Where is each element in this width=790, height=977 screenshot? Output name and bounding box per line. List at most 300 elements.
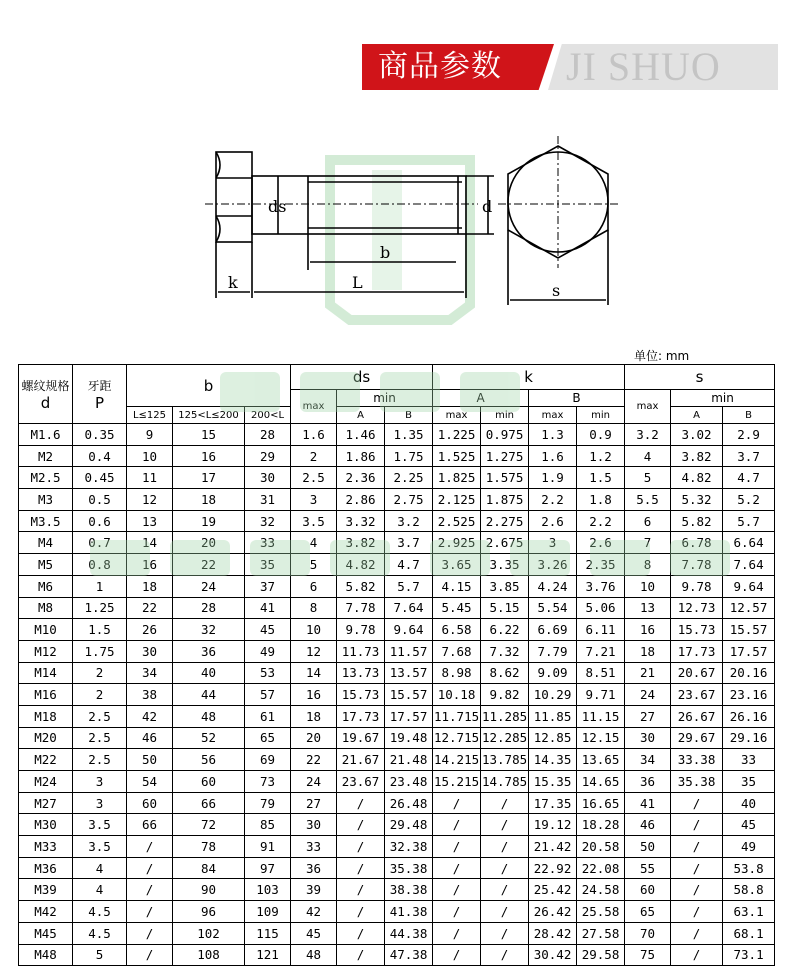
table-cell: 47.38 xyxy=(385,944,433,966)
table-cell: 68.1 xyxy=(723,922,775,944)
table-cell: 16 xyxy=(173,445,245,467)
table-cell: 34 xyxy=(127,662,173,684)
table-cell: 21 xyxy=(625,662,671,684)
table-cell: 18 xyxy=(625,640,671,662)
header-banner xyxy=(0,0,790,100)
table-cell: 50 xyxy=(625,836,671,858)
table-cell: 17.57 xyxy=(385,705,433,727)
table-cell: 72 xyxy=(173,814,245,836)
table-cell: 0.35 xyxy=(73,424,127,446)
table-cell: M8 xyxy=(19,597,73,619)
table-cell: 45 xyxy=(245,619,291,641)
table-cell: 5.7 xyxy=(723,510,775,532)
table-cell: 109 xyxy=(245,901,291,923)
table-cell: M36 xyxy=(19,857,73,879)
header-k-b: B xyxy=(529,390,625,407)
table-cell: 65 xyxy=(245,727,291,749)
table-cell: / xyxy=(337,792,385,814)
table-cell: 44.38 xyxy=(385,922,433,944)
table-cell: 3.82 xyxy=(671,445,723,467)
table-cell: 2.35 xyxy=(577,554,625,576)
table-cell: 1.25 xyxy=(73,597,127,619)
table-cell: / xyxy=(433,792,481,814)
table-cell: 29 xyxy=(245,445,291,467)
table-cell: 9.78 xyxy=(337,619,385,641)
table-cell: 27 xyxy=(291,792,337,814)
table-cell: 14.35 xyxy=(529,749,577,771)
table-cell: 21.42 xyxy=(529,836,577,858)
table-cell: 20 xyxy=(173,532,245,554)
table-cell: 0.4 xyxy=(73,445,127,467)
table-cell: 42 xyxy=(291,901,337,923)
table-cell: 16 xyxy=(127,554,173,576)
table-cell: 1.5 xyxy=(73,619,127,641)
table-cell: 32 xyxy=(245,510,291,532)
table-cell: 2.125 xyxy=(433,489,481,511)
table-cell: M30 xyxy=(19,814,73,836)
table-cell: 7.64 xyxy=(723,554,775,576)
table-cell: 2.9 xyxy=(723,424,775,446)
table-cell: 4 xyxy=(625,445,671,467)
table-cell: 33 xyxy=(291,836,337,858)
table-cell: 10 xyxy=(291,619,337,641)
table-cell: 38 xyxy=(127,684,173,706)
table-cell: 24.58 xyxy=(577,879,625,901)
table-cell: / xyxy=(481,944,529,966)
table-cell: / xyxy=(433,901,481,923)
table-cell: 1.525 xyxy=(433,445,481,467)
table-cell: / xyxy=(433,857,481,879)
table-cell: 60 xyxy=(173,771,245,793)
table-cell: 4.7 xyxy=(385,554,433,576)
table-cell: / xyxy=(481,836,529,858)
table-cell: 96 xyxy=(173,901,245,923)
header-k-a-max: max xyxy=(433,407,481,424)
table-cell: 23.67 xyxy=(337,771,385,793)
table-cell: 4.5 xyxy=(73,922,127,944)
table-cell: 9.09 xyxy=(529,662,577,684)
table-cell: 36 xyxy=(173,640,245,662)
table-cell: 54 xyxy=(127,771,173,793)
table-cell: 2.275 xyxy=(481,510,529,532)
table-cell: 2.5 xyxy=(291,467,337,489)
table-cell: 7.32 xyxy=(481,640,529,662)
header-s-a: A xyxy=(671,407,723,424)
table-cell: 30 xyxy=(625,727,671,749)
table-cell: / xyxy=(481,879,529,901)
table-cell: 2.925 xyxy=(433,532,481,554)
table-cell: 28 xyxy=(245,424,291,446)
table-cell: 3.2 xyxy=(385,510,433,532)
header-pitch-p: P xyxy=(94,393,105,412)
table-cell: / xyxy=(337,836,385,858)
header-ds: ds xyxy=(291,365,433,390)
table-cell: 18 xyxy=(127,575,173,597)
table-cell: 16 xyxy=(291,684,337,706)
table-cell: 2.86 xyxy=(337,489,385,511)
table-cell: 41 xyxy=(245,597,291,619)
table-cell: / xyxy=(433,879,481,901)
table-cell: M6 xyxy=(19,575,73,597)
table-cell: 9.64 xyxy=(723,575,775,597)
table-cell: 2.2 xyxy=(529,489,577,511)
table-cell: 12.57 xyxy=(723,597,775,619)
table-cell: 12.715 xyxy=(433,727,481,749)
table-cell: 26.16 xyxy=(723,705,775,727)
spec-table xyxy=(18,364,775,966)
table-row xyxy=(19,879,775,901)
table-row xyxy=(19,922,775,944)
table-cell: 33 xyxy=(245,532,291,554)
header-ds-a: A xyxy=(337,407,385,424)
table-cell: 10 xyxy=(625,575,671,597)
table-cell: 35 xyxy=(723,771,775,793)
table-cell: 1.875 xyxy=(481,489,529,511)
table-cell: 22.92 xyxy=(529,857,577,879)
table-cell: 108 xyxy=(173,944,245,966)
table-cell: 48 xyxy=(291,944,337,966)
table-cell: 50 xyxy=(127,749,173,771)
table-cell: 11.85 xyxy=(529,705,577,727)
table-cell: 12.15 xyxy=(577,727,625,749)
table-cell: 10.29 xyxy=(529,684,577,706)
table-cell: / xyxy=(433,836,481,858)
table-cell: 12 xyxy=(291,640,337,662)
header-s: s xyxy=(625,365,775,390)
table-cell: 1.46 xyxy=(337,424,385,446)
table-cell: 20.16 xyxy=(723,662,775,684)
table-row xyxy=(19,771,775,793)
table-cell: M2 xyxy=(19,445,73,467)
table-row xyxy=(19,684,775,706)
table-cell: 4.24 xyxy=(529,575,577,597)
table-cell: 6 xyxy=(291,575,337,597)
table-cell: / xyxy=(671,857,723,879)
table-cell: 2.5 xyxy=(73,749,127,771)
table-cell: / xyxy=(671,944,723,966)
table-cell: / xyxy=(671,814,723,836)
table-cell: 1.9 xyxy=(529,467,577,489)
table-cell: 1.225 xyxy=(433,424,481,446)
table-cell: 2.2 xyxy=(577,510,625,532)
table-cell: 41.38 xyxy=(385,901,433,923)
table-cell: 3.32 xyxy=(337,510,385,532)
table-cell: M2.5 xyxy=(19,467,73,489)
table-row xyxy=(19,532,775,554)
table-cell: 2.36 xyxy=(337,467,385,489)
table-cell: 46 xyxy=(625,814,671,836)
table-cell: 30 xyxy=(127,640,173,662)
table-cell: 5.32 xyxy=(671,489,723,511)
table-cell: 3.35 xyxy=(481,554,529,576)
table-cell: / xyxy=(433,944,481,966)
table-cell: 46 xyxy=(127,727,173,749)
table-cell: 6.64 xyxy=(723,532,775,554)
header-pitch-label: 牙距 xyxy=(87,378,112,393)
table-cell: 29.67 xyxy=(671,727,723,749)
table-cell: 25.42 xyxy=(529,879,577,901)
table-cell: 20 xyxy=(291,727,337,749)
table-cell: 103 xyxy=(245,879,291,901)
table-cell: 3 xyxy=(73,792,127,814)
table-cell: 7.78 xyxy=(337,597,385,619)
table-cell: 1.6 xyxy=(529,445,577,467)
table-cell: 66 xyxy=(127,814,173,836)
table-cell: 4 xyxy=(73,879,127,901)
table-cell: 7.68 xyxy=(433,640,481,662)
table-cell: 15.35 xyxy=(529,771,577,793)
label-d: d xyxy=(482,197,493,216)
table-cell: 6.22 xyxy=(481,619,529,641)
table-cell: 2.525 xyxy=(433,510,481,532)
table-cell: 19.12 xyxy=(529,814,577,836)
table-cell: 0.9 xyxy=(577,424,625,446)
table-cell: M10 xyxy=(19,619,73,641)
table-cell: 3.5 xyxy=(73,836,127,858)
table-cell: 4.5 xyxy=(73,901,127,923)
table-cell: 90 xyxy=(173,879,245,901)
table-cell: 4.82 xyxy=(337,554,385,576)
table-cell: 13.57 xyxy=(385,662,433,684)
table-cell: 26.67 xyxy=(671,705,723,727)
header-b-c3: 200<L xyxy=(245,407,291,424)
table-cell: 11.285 xyxy=(481,705,529,727)
table-cell: 2.5 xyxy=(73,705,127,727)
table-cell: M16 xyxy=(19,684,73,706)
table-cell: 21.48 xyxy=(385,749,433,771)
table-cell: 12.85 xyxy=(529,727,577,749)
table-cell: 12.73 xyxy=(671,597,723,619)
table-cell: 2 xyxy=(73,684,127,706)
header-pitch xyxy=(73,365,127,424)
table-cell: M3.5 xyxy=(19,510,73,532)
table-cell: M22 xyxy=(19,749,73,771)
table-cell: 57 xyxy=(245,684,291,706)
table-row xyxy=(19,597,775,619)
table-cell: 19.48 xyxy=(385,727,433,749)
watermark-logo xyxy=(330,160,470,320)
table-cell: 2 xyxy=(73,662,127,684)
table-cell: 38.38 xyxy=(385,879,433,901)
table-cell: 20.58 xyxy=(577,836,625,858)
table-cell: / xyxy=(481,814,529,836)
table-cell: 63.1 xyxy=(723,901,775,923)
table-cell: 70 xyxy=(625,922,671,944)
table-cell: 13.73 xyxy=(337,662,385,684)
table-cell: 2 xyxy=(291,445,337,467)
table-cell: 33.38 xyxy=(671,749,723,771)
table-cell: 30 xyxy=(291,814,337,836)
table-cell: 8 xyxy=(625,554,671,576)
table-cell: 22 xyxy=(291,749,337,771)
table-cell: / xyxy=(127,879,173,901)
header-k-b-max: max xyxy=(529,407,577,424)
table-cell: 5.54 xyxy=(529,597,577,619)
table-cell: 73 xyxy=(245,771,291,793)
table-cell: 30.42 xyxy=(529,944,577,966)
table-cell: / xyxy=(127,836,173,858)
table-cell: 15.57 xyxy=(385,684,433,706)
table-cell: 60 xyxy=(127,792,173,814)
table-row xyxy=(19,575,775,597)
table-cell: 61 xyxy=(245,705,291,727)
table-cell: 3.5 xyxy=(291,510,337,532)
table-cell: 4 xyxy=(291,532,337,554)
table-cell: 3 xyxy=(291,489,337,511)
table-cell: 12.285 xyxy=(481,727,529,749)
table-cell: / xyxy=(671,836,723,858)
table-cell: / xyxy=(481,901,529,923)
table-cell: 3.85 xyxy=(481,575,529,597)
table-cell: 9.78 xyxy=(671,575,723,597)
table-cell: 55 xyxy=(625,857,671,879)
table-cell: 35 xyxy=(245,554,291,576)
table-cell: 3.7 xyxy=(385,532,433,554)
table-cell: 49 xyxy=(245,640,291,662)
table-cell: 3 xyxy=(529,532,577,554)
table-cell: 14 xyxy=(127,532,173,554)
table-cell: 91 xyxy=(245,836,291,858)
table-cell: / xyxy=(337,814,385,836)
table-cell: 8 xyxy=(291,597,337,619)
table-cell: 0.7 xyxy=(73,532,127,554)
table-cell: 15.215 xyxy=(433,771,481,793)
table-cell: 8.51 xyxy=(577,662,625,684)
table-row xyxy=(19,749,775,771)
table-cell: 1.75 xyxy=(385,445,433,467)
table-cell: 73.1 xyxy=(723,944,775,966)
table-cell: 58.8 xyxy=(723,879,775,901)
table-cell: / xyxy=(337,879,385,901)
table-row xyxy=(19,901,775,923)
table-cell: 2.25 xyxy=(385,467,433,489)
label-b: b xyxy=(380,243,391,262)
table-cell: 52 xyxy=(173,727,245,749)
table-cell: 40 xyxy=(723,792,775,814)
table-cell: 9 xyxy=(127,424,173,446)
table-row xyxy=(19,489,775,511)
table-cell: / xyxy=(481,792,529,814)
table-cell: 20.67 xyxy=(671,662,723,684)
table-cell: 5 xyxy=(625,467,671,489)
table-cell: 24 xyxy=(291,771,337,793)
header-b-c1: L≤125 xyxy=(127,407,173,424)
table-cell: 32 xyxy=(173,619,245,641)
table-cell: 4.82 xyxy=(671,467,723,489)
table-cell: 121 xyxy=(245,944,291,966)
table-cell: M48 xyxy=(19,944,73,966)
table-cell: 22.08 xyxy=(577,857,625,879)
table-cell: 5.2 xyxy=(723,489,775,511)
table-cell: 4.15 xyxy=(433,575,481,597)
table-cell: 33 xyxy=(723,749,775,771)
table-cell: 5.82 xyxy=(337,575,385,597)
table-cell: / xyxy=(481,857,529,879)
table-cell: 30 xyxy=(245,467,291,489)
table-cell: 10.18 xyxy=(433,684,481,706)
label-ds: ds xyxy=(268,197,287,216)
table-cell: 14 xyxy=(291,662,337,684)
table-cell: 75 xyxy=(625,944,671,966)
header-s-min: min xyxy=(671,390,775,407)
table-cell: 2.675 xyxy=(481,532,529,554)
table-cell: 1.3 xyxy=(529,424,577,446)
table-cell: 18 xyxy=(173,489,245,511)
table-row xyxy=(19,662,775,684)
table-cell: / xyxy=(671,922,723,944)
table-cell: 3.2 xyxy=(625,424,671,446)
table-cell: 66 xyxy=(173,792,245,814)
table-cell: 24 xyxy=(625,684,671,706)
header-ds-max: max xyxy=(291,390,337,424)
header-k-b-min: min xyxy=(577,407,625,424)
table-cell: M39 xyxy=(19,879,73,901)
table-cell: 6.58 xyxy=(433,619,481,641)
table-cell: 2.5 xyxy=(73,727,127,749)
table-cell: 18 xyxy=(291,705,337,727)
table-cell: 5.5 xyxy=(625,489,671,511)
table-cell: 4.7 xyxy=(723,467,775,489)
table-cell: / xyxy=(671,901,723,923)
table-row xyxy=(19,445,775,467)
table-cell: 1.825 xyxy=(433,467,481,489)
table-cell: 18.28 xyxy=(577,814,625,836)
table-cell: 21.67 xyxy=(337,749,385,771)
table-cell: 17.73 xyxy=(671,640,723,662)
header-s-b: B xyxy=(723,407,775,424)
table-cell: 39 xyxy=(291,879,337,901)
table-cell: 0.45 xyxy=(73,467,127,489)
spec-table-body xyxy=(19,424,775,966)
table-cell: 44 xyxy=(173,684,245,706)
table-cell: 4 xyxy=(73,857,127,879)
table-cell: 28.42 xyxy=(529,922,577,944)
unit-label: 单位: mm xyxy=(634,349,690,363)
table-cell: M42 xyxy=(19,901,73,923)
table-cell: 79 xyxy=(245,792,291,814)
table-cell: 17.57 xyxy=(723,640,775,662)
table-cell: 3.82 xyxy=(337,532,385,554)
table-cell: 29.58 xyxy=(577,944,625,966)
table-cell: 1.75 xyxy=(73,640,127,662)
header-s-max: max xyxy=(625,390,671,424)
table-cell: 0.6 xyxy=(73,510,127,532)
table-cell: 1.86 xyxy=(337,445,385,467)
table-cell: / xyxy=(671,792,723,814)
table-cell: M3 xyxy=(19,489,73,511)
table-cell: M1.6 xyxy=(19,424,73,446)
table-cell: 29.48 xyxy=(385,814,433,836)
table-row xyxy=(19,836,775,858)
table-cell: 31 xyxy=(245,489,291,511)
table-row xyxy=(19,554,775,576)
table-cell: 102 xyxy=(173,922,245,944)
table-row xyxy=(19,619,775,641)
label-k: k xyxy=(228,273,238,292)
table-cell: 2.6 xyxy=(529,510,577,532)
table-cell: 6.69 xyxy=(529,619,577,641)
header-k-a: A xyxy=(433,390,529,407)
table-cell: 0.975 xyxy=(481,424,529,446)
table-cell: 28 xyxy=(173,597,245,619)
table-cell: 14.785 xyxy=(481,771,529,793)
table-cell: M5 xyxy=(19,554,73,576)
table-row xyxy=(19,705,775,727)
table-cell: 45 xyxy=(291,922,337,944)
table-cell: / xyxy=(127,922,173,944)
table-cell: 12 xyxy=(127,489,173,511)
table-cell: 25.58 xyxy=(577,901,625,923)
